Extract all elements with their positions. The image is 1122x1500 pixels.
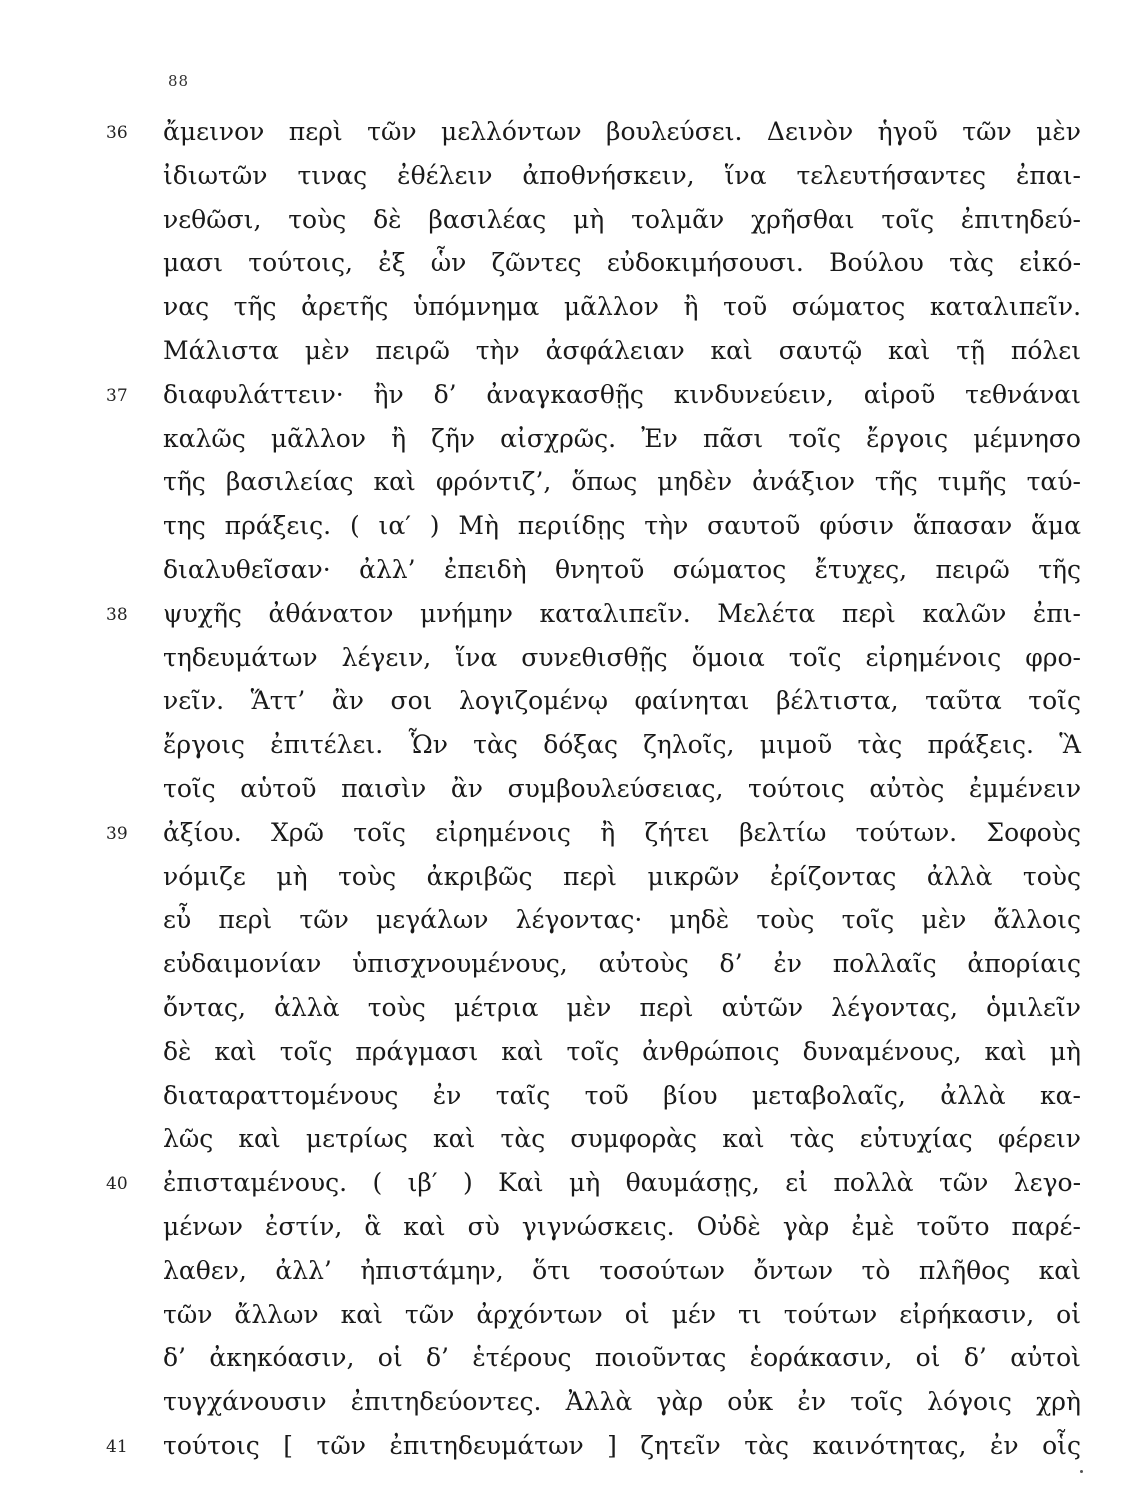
text-line (0, 417, 1122, 461)
text-line (0, 373, 1122, 417)
line-text: τοῖς αὑτοῦ παισὶν ἂν συμβουλεύσειας, τούτοις αὐτὸς ἐμμένειν (163, 773, 1082, 803)
text-line (0, 636, 1122, 680)
line-text: νόμιζε μὴ τοὺς ἀκριβῶς περὶ μικρῶν ἐρίζοντας ἀλλὰ τοὺς (163, 861, 1081, 891)
text-line (0, 942, 1122, 986)
section-number: 39 (106, 823, 128, 844)
text-line (0, 548, 1122, 592)
text-line (0, 198, 1122, 242)
line-text: μένων ἐστίν, ἃ καὶ σὺ γιγνώσκεις. Οὐδὲ γὰρ ἐμὲ τοῦτο παρέ- (163, 1211, 1081, 1241)
print-speck (1080, 1470, 1083, 1473)
text-line (0, 1293, 1122, 1337)
text-line (0, 1424, 1122, 1468)
text-line (0, 1161, 1122, 1205)
line-text: μασι τούτοις, ἐξ ὧν ζῶντες εὐδοκιμήσουσι. Βούλου τὰς εἰκό- (163, 248, 1082, 278)
line-text: ἰδιωτῶν τινας ἐθέλειν ἀποθνήσκειν, ἵνα τελευτήσαντες ἐπαι- (163, 160, 1081, 190)
text-line (0, 1249, 1122, 1293)
line-text: τούτοις [ τῶν ἐπιτηδευμάτων ] ζητεῖν τὰς καινότητας, ἐν οἷς (163, 1430, 1081, 1460)
line-text: εὖ περὶ τῶν μεγάλων λέγοντας· μηδὲ τοὺς τοῖς μὲν ἄλλοις (163, 905, 1081, 935)
line-text: ἀξίου. Χρῶ τοῖς εἰρημένοις ἢ ζήτει βελτίω τούτων. Σοφοὺς (163, 817, 1081, 847)
section-number: 37 (106, 385, 128, 406)
section-number: 36 (106, 123, 128, 143)
section-number: 41 (106, 1436, 128, 1457)
text-line (0, 1336, 1122, 1380)
text-line (0, 811, 1122, 855)
text-line (0, 285, 1122, 329)
line-text: καλῶς μᾶλλον ἢ ζῆν αἰσχρῶς. Ἐν πᾶσι τοῖς ἔργοις μέμνησο (163, 423, 1081, 453)
line-text: λαθεν, ἀλλ’ ἠπιστάμην, ὅτι τοσούτων ὄντων τὸ πλῆθος καὶ (163, 1255, 1081, 1285)
text-line (0, 110, 1122, 154)
line-text: διαφυλάττειν· ἢν δ’ ἀναγκασθῇς κινδυνεύειν, αἱροῦ τεθνάναι (163, 379, 1081, 409)
line-text: τυγχάνουσιν ἐπιτηδεύοντες. Ἀλλὰ γὰρ οὐκ ἐν τοῖς λόγοις χρὴ (163, 1387, 1081, 1417)
line-text: Μάλιστα μὲν πειρῶ τὴν ἀσφάλειαν καὶ σαυτῷ καὶ τῇ πόλει (163, 335, 1081, 365)
line-text: τηδευμάτων λέγειν, ἵνα συνεθισθῇς ὅμοια τοῖς εἰρημένοις φρο- (163, 642, 1082, 672)
line-text: ἐπισταμένους. ( ιβ′ ) Καὶ μὴ θαυμάσῃς, εἰ πολλὰ τῶν λεγο- (163, 1168, 1082, 1198)
line-text: της πράξεις. ( ια′ ) Μὴ περιίδῃς τὴν σαυτοῦ φύσιν ἅπασαν ἅμα (163, 511, 1082, 541)
line-text: νεῖν. Ἅττ’ ἂν σοι λογιζομένῳ φαίνηται βέλτιστα, ταῦτα τοῖς (163, 686, 1081, 716)
greek-text-block (0, 110, 1122, 1468)
text-line (0, 767, 1122, 811)
text-line (0, 504, 1122, 548)
text-line (0, 329, 1122, 373)
text-line (0, 679, 1122, 723)
text-line (0, 1380, 1122, 1424)
line-text: λῶς καὶ μετρίως καὶ τὰς συμφορὰς καὶ τὰς εὐτυχίας φέρειν (163, 1124, 1081, 1154)
line-text: διαταραττομένους ἐν ταῖς τοῦ βίου μεταβολαῖς, ἀλλὰ κα- (163, 1080, 1081, 1110)
line-text: ὄντας, ἀλλὰ τοὺς μέτρια μὲν περὶ αὑτῶν λέγοντας, ὁμιλεῖν (163, 992, 1081, 1022)
text-line (0, 592, 1122, 636)
text-line (0, 1074, 1122, 1118)
line-text: νεθῶσι, τοὺς δὲ βασιλέας μὴ τολμᾶν χρῆσθαι τοῖς ἐπιτηδεύ- (163, 204, 1081, 234)
text-line (0, 1205, 1122, 1249)
line-text: ἔργοις ἐπιτέλει. Ὧν τὰς δόξας ζηλοῖς, μιμοῦ τὰς πράξεις. Ἃ (163, 730, 1082, 760)
line-text: διαλυθεῖσαν· ἀλλ’ ἐπειδὴ θνητοῦ σώματος ἔτυχες, πειρῶ τῆς (163, 554, 1082, 584)
text-line (0, 855, 1122, 899)
line-text: δὲ καὶ τοῖς πράγμασι καὶ τοῖς ἀνθρώποις δυναμένους, καὶ μὴ (163, 1036, 1081, 1066)
text-line (0, 241, 1122, 285)
text-line (0, 1030, 1122, 1074)
text-line (0, 1117, 1122, 1161)
text-line (0, 723, 1122, 767)
line-text: ἄμεινον περὶ τῶν μελλόντων βουλεύσει. Δεινὸν ἡγοῦ τῶν μὲν (163, 117, 1081, 146)
section-number: 40 (106, 1174, 128, 1195)
line-text: εὐδαιμονίαν ὑπισχνουμένους, αὐτοὺς δ’ ἐν πολλαῖς ἀπορίαις (163, 949, 1081, 979)
text-line (0, 898, 1122, 942)
line-text: τῆς βασιλείας καὶ φρόντιζ’, ὅπως μηδὲν ἀνάξιον τῆς τιμῆς ταύ- (163, 467, 1081, 497)
text-line (0, 154, 1122, 198)
line-text: ψυχῆς ἀθάνατον μνήμην καταλιπεῖν. Μελέτα περὶ καλῶν ἐπι- (163, 598, 1081, 628)
section-number: 38 (106, 604, 128, 625)
text-line (0, 460, 1122, 504)
line-text: νας τῆς ἀρετῆς ὑπόμνημα μᾶλλον ἢ τοῦ σώματος καταλιπεῖν. (163, 292, 1082, 322)
line-text: δ’ ἀκηκόασιν, οἱ δ’ ἑτέρους ποιοῦντας ἑοράκασιν, οἱ δ’ αὐτοὶ (163, 1343, 1081, 1373)
page-number: 88 (168, 72, 190, 90)
text-line (0, 986, 1122, 1030)
line-text: τῶν ἄλλων καὶ τῶν ἀρχόντων οἱ μέν τι τούτων εἰρήκασιν, οἱ (163, 1299, 1082, 1329)
